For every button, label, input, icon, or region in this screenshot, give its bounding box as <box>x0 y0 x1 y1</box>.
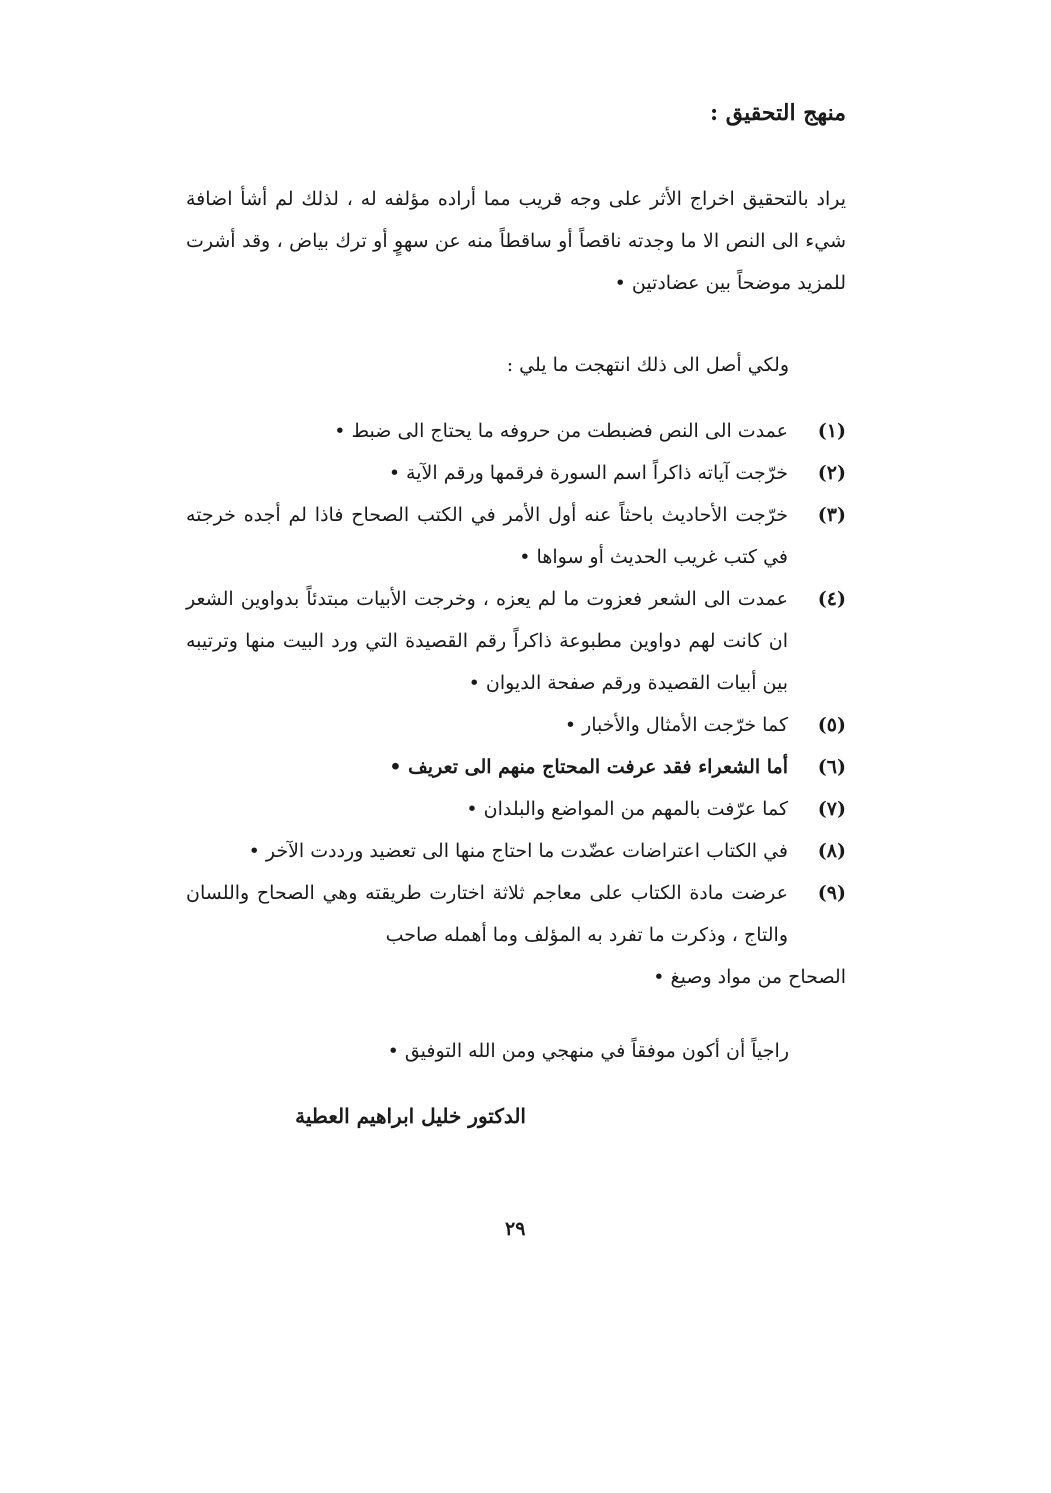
item-number: (٨) <box>817 840 846 862</box>
item-number: (٣) <box>817 504 846 526</box>
list-item <box>186 830 846 872</box>
item-number: (٧) <box>817 798 846 820</box>
list-item <box>186 410 846 452</box>
list-item <box>186 788 846 830</box>
list-item <box>186 746 846 788</box>
list-item <box>186 494 846 578</box>
author-signature: الدكتور خليل ابراهيم العطية <box>295 1104 526 1128</box>
item-text: عرضت مادة الكتاب على معاجم ثلاثة اختارت طريقته وهي الصحاح واللسان والتاج ، وذكرت ما تفرد به المؤلف وما أهمله صاحب <box>186 882 788 946</box>
method-list <box>186 410 846 998</box>
closing-sentence: راجياً أن أكون موفقاً في منهجي ومن الله التوفيق • <box>387 1040 789 1062</box>
list-item <box>186 872 846 998</box>
item-text: أما الشعراء فقد عرفت المحتاج منهم الى تعريف • <box>389 756 788 778</box>
item-text: في الكتاب اعتراضات عضّدت ما احتاج منها الى تعضيد ورددت الآخر • <box>248 840 788 862</box>
list-item <box>186 704 846 746</box>
section-heading: منهج التحقيق : <box>710 100 846 126</box>
item-text: كما خرّجت الأمثال والأخبار • <box>564 714 788 736</box>
item-number: (٢) <box>817 462 846 484</box>
page-number: ٢٩ <box>505 1218 526 1240</box>
item-text: خرّجت آياته ذاكراً اسم السورة فرقمها ورقم الآية • <box>388 462 788 484</box>
intro-paragraph: يراد بالتحقيق اخراج الأثر على وجه قريب مما أراده مؤلفه له ، لذلك لم أشأ اضافة شيء الى النص الا ما وجدته ناقصاً أو ساقطاً منه عن سهوٍ أو ترك بياض ، وقد أشرت للمزيد موضحاً بين عضادتين • <box>186 188 846 294</box>
item-text: كما عرّفت بالمهم من المواضع والبلدان • <box>466 798 788 820</box>
item-number: (٥) <box>817 714 846 736</box>
list-item <box>186 452 846 494</box>
item-text: عمدت الى الشعر فعزوت ما لم يعزه ، وخرجت الأبيات مبتدئاً بدواوين الشعر ان كانت لهم دواوين مطبوعة ذاكراً رقم القصيدة التي ورد البيت منها وترتيبه بين أبيات القصيدة ورقم صفحة الديوان • <box>186 588 788 694</box>
item-text-continuation: الصحاح من مواد وصيغ • <box>653 966 846 988</box>
item-number: (١) <box>817 420 846 442</box>
list-item <box>186 578 846 704</box>
lead-sentence: ولكي أصل الى ذلك انتهجت ما يلي : <box>506 354 789 376</box>
item-number: (٦) <box>817 756 846 778</box>
item-text: عمدت الى النص فضبطت من حروفه ما يحتاج الى ضبط • <box>334 420 788 442</box>
item-number: (٩) <box>817 882 846 904</box>
item-text: خرّجت الأحاديث باحثاً عنه أول الأمر في الكتب الصحاح فاذا لم أجده خرجته في كتب غريب الحديث أو سواها • <box>186 504 788 568</box>
item-number: (٤) <box>817 588 846 610</box>
